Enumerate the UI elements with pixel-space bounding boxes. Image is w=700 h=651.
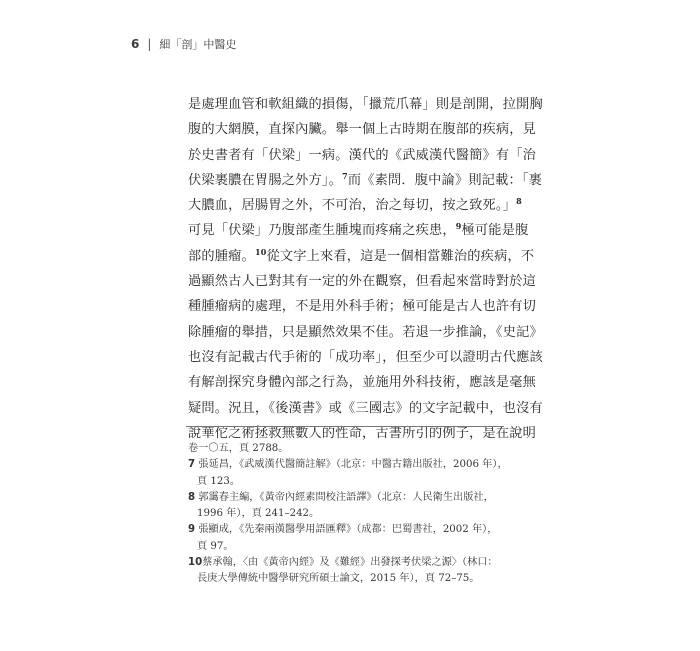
header-separator: | [147,37,152,51]
text-segment: 也沒有記載古代手術的「成功率」，但至少可以證明古代應該 [188,349,543,365]
text-segment: 而《素問．腹中論》則記載：「裹 [347,172,543,188]
text-segment: 疑問。況且，《後漢書》或《三國志》的文字記載中，也沒有 [188,400,543,416]
text-segment: 腹的大網膜，直探內臟。舉一個上古時期在腹部的疾病，見 [188,122,537,138]
footnote-marker: 10 [254,246,267,257]
footnote-7-cont: 頁 123。 [197,475,241,487]
footnote-10-cont: 長庚大學傳統中醫學研究所碩士論文，2015 年），頁 72–75。 [197,573,480,585]
text-segment: 除腫瘤的舉措，只是顯然效果不佳。若退一步推論，《史記》 [188,324,543,340]
footnote-10: 10蔡承翰，〈由《黃帝內經》及《難經》出發探考伏梁之源〉（林口： [188,557,498,569]
footnote-rule [186,426,504,427]
text-segment: 極可能是腹 [461,223,529,239]
footnote-marker: 8 [516,196,522,207]
text-line [188,218,529,243]
text-line [188,396,543,421]
text-line [188,117,537,142]
text-segment: 過顯然古人已對其有一定的外在觀察，但看起來當時對於這 [188,274,537,290]
text-segment: 種腫瘤病的處理，不是用外科手術；極可能是古人也許有切 [188,299,537,315]
text-line [188,244,535,269]
text-line [188,294,537,319]
footnote-7: 7 張延昌，《武威漢代醫簡註解》（北京：中醫古籍出版社，2006 年）， [188,459,508,471]
running-header [131,36,236,52]
text-segment: 可見「伏梁」乃腹部產生腫塊而疼痛之疾患， [188,223,456,239]
footnote-9: 9 張顯成，《先秦兩漢醫學用語匯釋》（成都：巴蜀書社，2002 年）， [188,524,498,536]
text-segment: 從文字上來看，這是一個相當難治的疾病，不 [266,248,535,264]
text-line [188,143,537,168]
book-title: 細「剖」中醫史 [159,38,237,51]
footnote-marker: 7 [342,170,348,181]
text-segment: 伏梁裹膿在胃腸之外方」。 [188,172,343,188]
footnote-9-cont: 頁 97。 [197,540,234,552]
text-line [188,345,543,370]
text-segment: 是處理血管和軟組織的損傷，「擸荒爪幕」則是剖開，拉開胸 [188,97,543,112]
footnote-8: 8 郭靄春主編，《黃帝內經素問校注語譯》（北京：人民衛生出版社， [188,491,494,503]
page-number: 6 [131,37,140,51]
text-line [188,168,543,193]
footnote-continuation: 卷一〇五，頁 2788。 [188,443,289,454]
text-segment: 大膿血，居腸胃之外，不可治，治之每切，按之致死。」 [188,198,517,214]
text-segment: 部的腫瘤。 [188,248,255,264]
footnote-8-cont: 1996 年），頁 241–242。 [197,508,320,520]
text-line [188,193,522,218]
text-line [188,370,537,395]
text-line [188,92,543,117]
text-segment: 於史書者有「伏梁」一病。漢代的《武威漢代醫簡》有「治 [188,147,537,163]
text-line [188,320,543,345]
footnotes [188,441,508,588]
main-text [188,92,543,446]
footnote-marker: 9 [455,221,462,232]
text-segment: 說華佗之術拯救無數人的性命，古書所引的例子，是在說明 [188,425,537,441]
text-line [188,269,537,294]
text-segment: 有解剖探究身體內部之行為，並施用外科技術，應該是毫無 [188,375,537,391]
